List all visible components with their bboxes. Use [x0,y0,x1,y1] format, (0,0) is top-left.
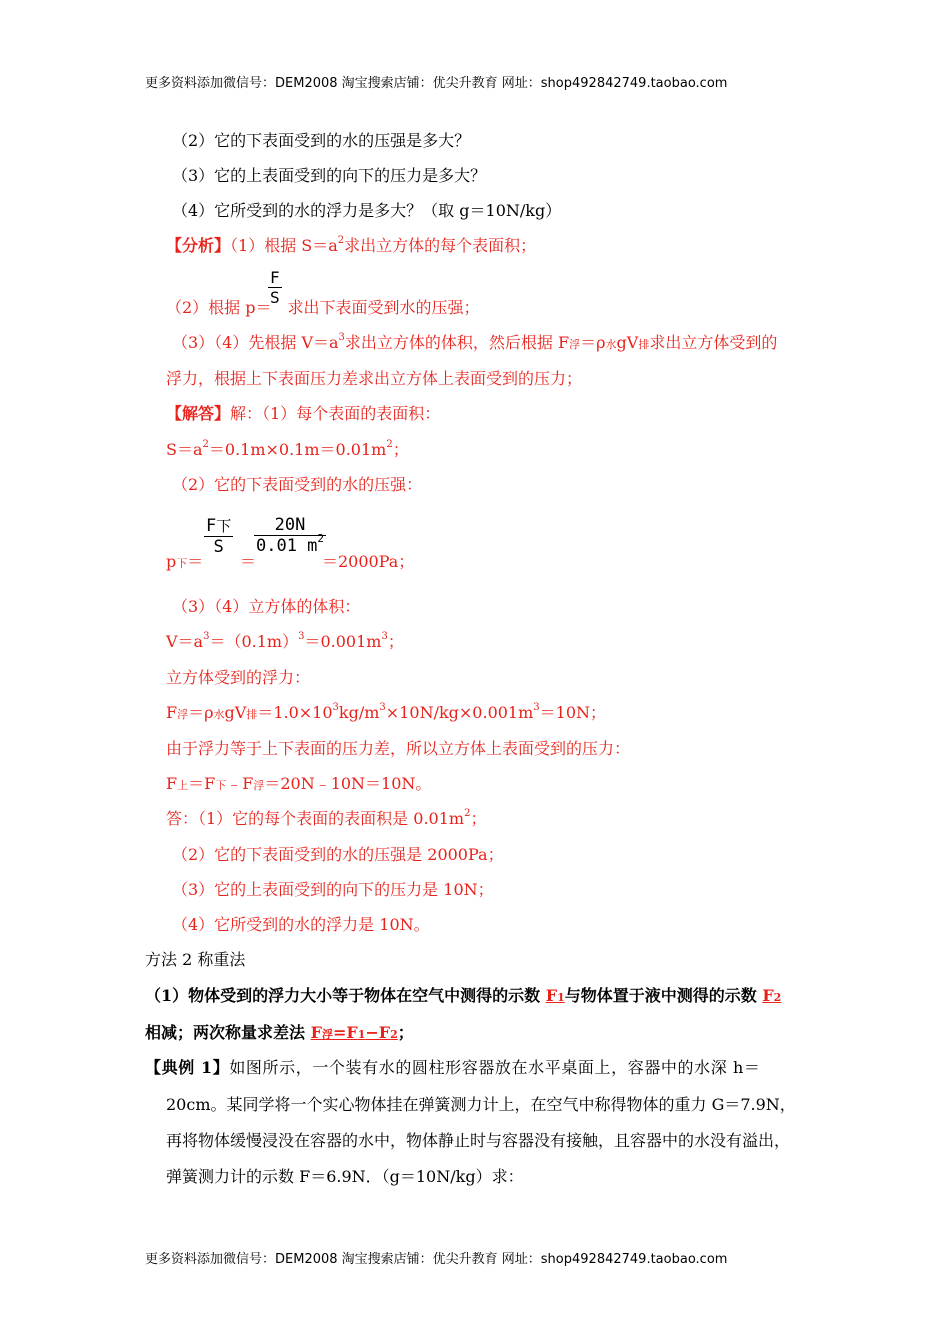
method-rule-line-2: 相减；两次称量求差法 F浮=F1−F2； [145,1023,414,1042]
answer-1: 答：（1）它的每个表面的表面积是 $0.01m^2$； [166,807,487,828]
example-line-1: 【典例 1】如图所示，一个装有水的圆柱形容器放在水平桌面上，容器中的水深 h＝ [145,1058,761,1077]
example-line-4: 弹簧测力计的示数 F＝6.9N．（g＝10N/kg）求： [166,1167,524,1186]
solution-line-2: $S=a^2=0.1m\times 0.1m=0.01m^2$； [166,438,409,459]
solution-line-10: F上＝F下﹣F浮＝20N﹣10N＝10N。 [166,774,432,793]
solution-line-6: $V=a^3=(0.1m)^3=0.001m^3$； [166,630,404,651]
analysis-line-2: （2）根据 p＝ 求出下表面受到水的压强； [166,298,480,317]
answer-3: （3）它的上表面受到的向下的压力是 10N； [172,880,494,899]
solution-line-8: F浮＝ρ水gV排$=1.0\times 10^3kg/m^3\times 10N/kg\times 0.001m^3=10N$； [166,701,607,722]
solution-line-7: 立方体受到的浮力： [166,668,311,687]
analysis-tag: 【分析】 [166,236,231,255]
question-2: （2）它的下表面受到的水的压强是多大？ [172,131,471,150]
analysis-fraction: $\frac{F}{S}$ [270,268,280,307]
answer-2: （2）它的下表面受到的水的压强是 2000Pa； [172,845,504,864]
pressure-eq-2: ＝ [240,552,257,571]
solution-line-1: 【解答】解：（1）每个表面的表面积： [166,404,441,423]
solution-tag: 【解答】 [166,404,231,423]
example-line-2: 20cm。某同学将一个实心物体挂在弹簧测力计上，在空气中称得物体的重力 G＝7.9N， [166,1095,796,1114]
example-line-3: 再将物体缓慢浸没在容器的水中，物体静止时与容器没有接触，且容器中的水没有溢出， [166,1131,791,1150]
solution-line-3: （2）它的下表面受到的水的压强： [172,475,423,494]
pressure-fraction-2: $\frac{20N}{0.01 m^2}$ [256,515,325,556]
pressure-fraction-1: F下 S [206,516,232,557]
pressure-formula-label: p下＝ [166,552,204,571]
pressure-result: ＝2000Pa； [322,552,415,571]
solution-line-5: （3）（4）立方体的体积： [172,597,361,616]
analysis-line-3: （3）（4）先根据 $V=a^3$求出立方体的体积，然后根据 F浮＝ρ水gV排求出立方体受到的 [172,331,778,352]
analysis-line-1: 【分析】（1）根据 $S=a^2$求出立方体的每个表面积； [166,234,537,255]
method-rule-line-1: （1）物体受到的浮力大小等于物体在空气中测得的示数 F1与物体置于液中测得的示数 F2 [145,986,782,1005]
example-tag: 【典例 1】 [145,1058,230,1077]
analysis-line-4: 浮力，根据上下表面压力差求出立方体上表面受到的压力； [166,369,583,388]
page-footer: 更多资料添加微信号：DEM2008 淘宝搜索店铺：优尖升教育 网址：shop492842749.taobao.com [145,1252,728,1267]
answer-4: （4）它所受到的水的浮力是 10N。 [172,915,430,934]
page-header: 更多资料添加微信号：DEM2008 淘宝搜索店铺：优尖升教育 网址：shop492842749.taobao.com [145,76,728,91]
question-3: （3）它的上表面受到的向下的压力是多大？ [172,166,487,185]
method-title: 方法 2 称重法 [145,950,246,969]
question-4: （4）它所受到的水的浮力是多大？（取 g＝10N/kg） [172,201,562,220]
solution-line-9: 由于浮力等于上下表面的压力差，所以立方体上表面受到的压力： [166,739,631,758]
